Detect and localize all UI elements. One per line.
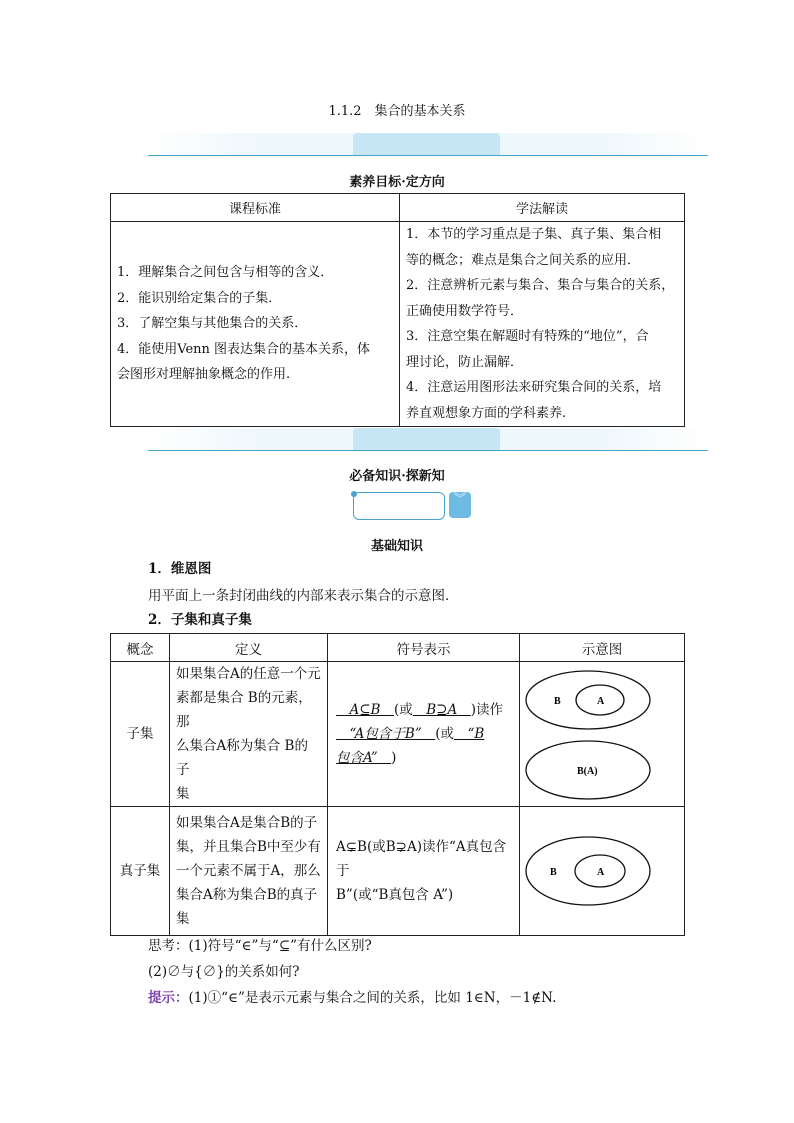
symbol-answer: 包含A”	[336, 750, 392, 766]
section-title-goals: 素养目标·定方向	[349, 175, 445, 190]
symbol-answer: B⊇A	[412, 702, 471, 718]
symbol-cell	[328, 807, 520, 936]
list-item: 养直观想象方面的学科素养.	[406, 405, 567, 421]
definition-line: 素都是集合 B的元素，那	[176, 690, 312, 730]
hint-text: (1)①“∈”是表示元素与集合之间的关系，比如 1∈N，－1∉N.	[188, 990, 557, 1006]
definition-line: 集	[176, 786, 190, 802]
diagram-cell	[520, 662, 685, 807]
definition-cell	[170, 662, 328, 807]
venn-diagram-subset	[520, 662, 656, 806]
venn-label: B(A)	[577, 766, 598, 777]
table-header: 定义	[170, 634, 328, 662]
symbol-text: )读作	[470, 702, 504, 718]
symbol-text: )	[391, 750, 397, 766]
definition-line: 如果集合A是集合B的子	[176, 815, 318, 831]
study-method-cell	[400, 222, 685, 427]
course-standard-cell	[111, 222, 400, 427]
definition-line: 如果集合A的任意一个元	[176, 666, 321, 682]
table-header: 示意图	[520, 634, 685, 662]
knowledge-box	[353, 492, 445, 520]
page-title: 1.1.2 集合的基本关系	[328, 104, 466, 119]
hint-label: 提示：	[148, 990, 189, 1006]
section-title-knowledge: 必备知识·探新知	[349, 469, 445, 484]
concept-cell: 真子集	[111, 807, 170, 936]
symbol-line: B”(或“B真包含 A”)	[336, 887, 454, 903]
knowledge-dot	[351, 491, 357, 497]
venn-diagram-proper-subset	[520, 807, 656, 935]
list-item: 理讨论，防止漏解．	[406, 354, 524, 370]
symbol-line: A⊊B(或B⊋A)读作“A真包含于	[336, 839, 507, 879]
symbol-answer: “B	[454, 726, 485, 742]
section-band-tab	[353, 133, 500, 155]
venn-label: B	[550, 867, 557, 878]
section-band-tab	[353, 428, 500, 450]
think-question-2: (2)∅与{∅}的关系如何?	[148, 964, 300, 980]
symbol-cell	[328, 662, 520, 807]
item1-text: 用平面上一条封闭曲线的内部来表示集合的示意图．	[148, 588, 459, 604]
venn-outer-ellipse	[526, 837, 650, 905]
item1-title: 1．维恩图	[148, 561, 212, 577]
symbol-answer: A⊆B	[336, 702, 394, 718]
venn-label: A	[597, 696, 605, 707]
list-item: 4．能使用Venn 图表达集合的基本关系，体	[117, 341, 371, 357]
venn-label: B	[554, 696, 561, 707]
list-item: 2．注意辨析元素与集合、集合与集合的关系，	[406, 278, 675, 293]
list-item: 2．能识别给定集合的子集．	[117, 290, 282, 306]
section-divider	[148, 450, 708, 451]
basics-title: 基础知识	[370, 539, 423, 554]
list-item: 3．了解空集与其他集合的关系．	[117, 316, 308, 332]
item2-title: 2．子集和真子集	[148, 612, 252, 628]
definition-line: 集	[176, 911, 190, 927]
definition-line: 一个元素不属于A，那么	[176, 863, 321, 879]
diagram-cell	[520, 807, 685, 936]
table-header: 概念	[111, 634, 170, 662]
definition-line: 么集合A称为集合 B的子	[176, 738, 308, 778]
list-item: 1．本节的学习重点是子集、真子集、集合相	[406, 227, 662, 242]
list-item: 3．注意空集在解题时有特殊的“地位”，合	[406, 329, 649, 344]
think-question-1: 思考：(1)符号“∈”与“⊆”有什么区别?	[148, 938, 372, 954]
symbol-text: (或	[435, 726, 455, 742]
list-item: 正确使用数学符号．	[406, 303, 524, 319]
symbol-text: (或	[393, 702, 413, 718]
symbol-answer: “A包含于B”	[336, 726, 436, 742]
definition-line: 集合A称为集合B的真子	[176, 887, 318, 903]
concept-cell: 子集	[111, 662, 170, 807]
definition-line: 集，并且集合B中至少有	[176, 839, 321, 855]
section-divider	[148, 155, 708, 156]
table-header: 符号表示	[328, 634, 520, 662]
hint-line	[148, 986, 556, 1006]
table-header: 学法解读	[400, 194, 685, 222]
venn-outer-ellipse	[526, 671, 650, 729]
subset-table	[110, 633, 685, 936]
definition-cell	[170, 807, 328, 936]
list-item: 4．注意运用图形法来研究集合间的关系，培	[406, 380, 662, 395]
list-item: 会图形对理解抽象概念的作用.	[117, 367, 291, 383]
list-item: 1．理解集合之间包含与相等的含义．	[117, 265, 334, 281]
chevron-down-icon: ︾	[449, 492, 471, 518]
table-header: 课程标准	[111, 194, 400, 222]
goals-table	[110, 193, 685, 427]
list-item: 等的概念；难点是集合之间关系的应用．	[406, 252, 641, 268]
venn-label: A	[597, 867, 605, 878]
